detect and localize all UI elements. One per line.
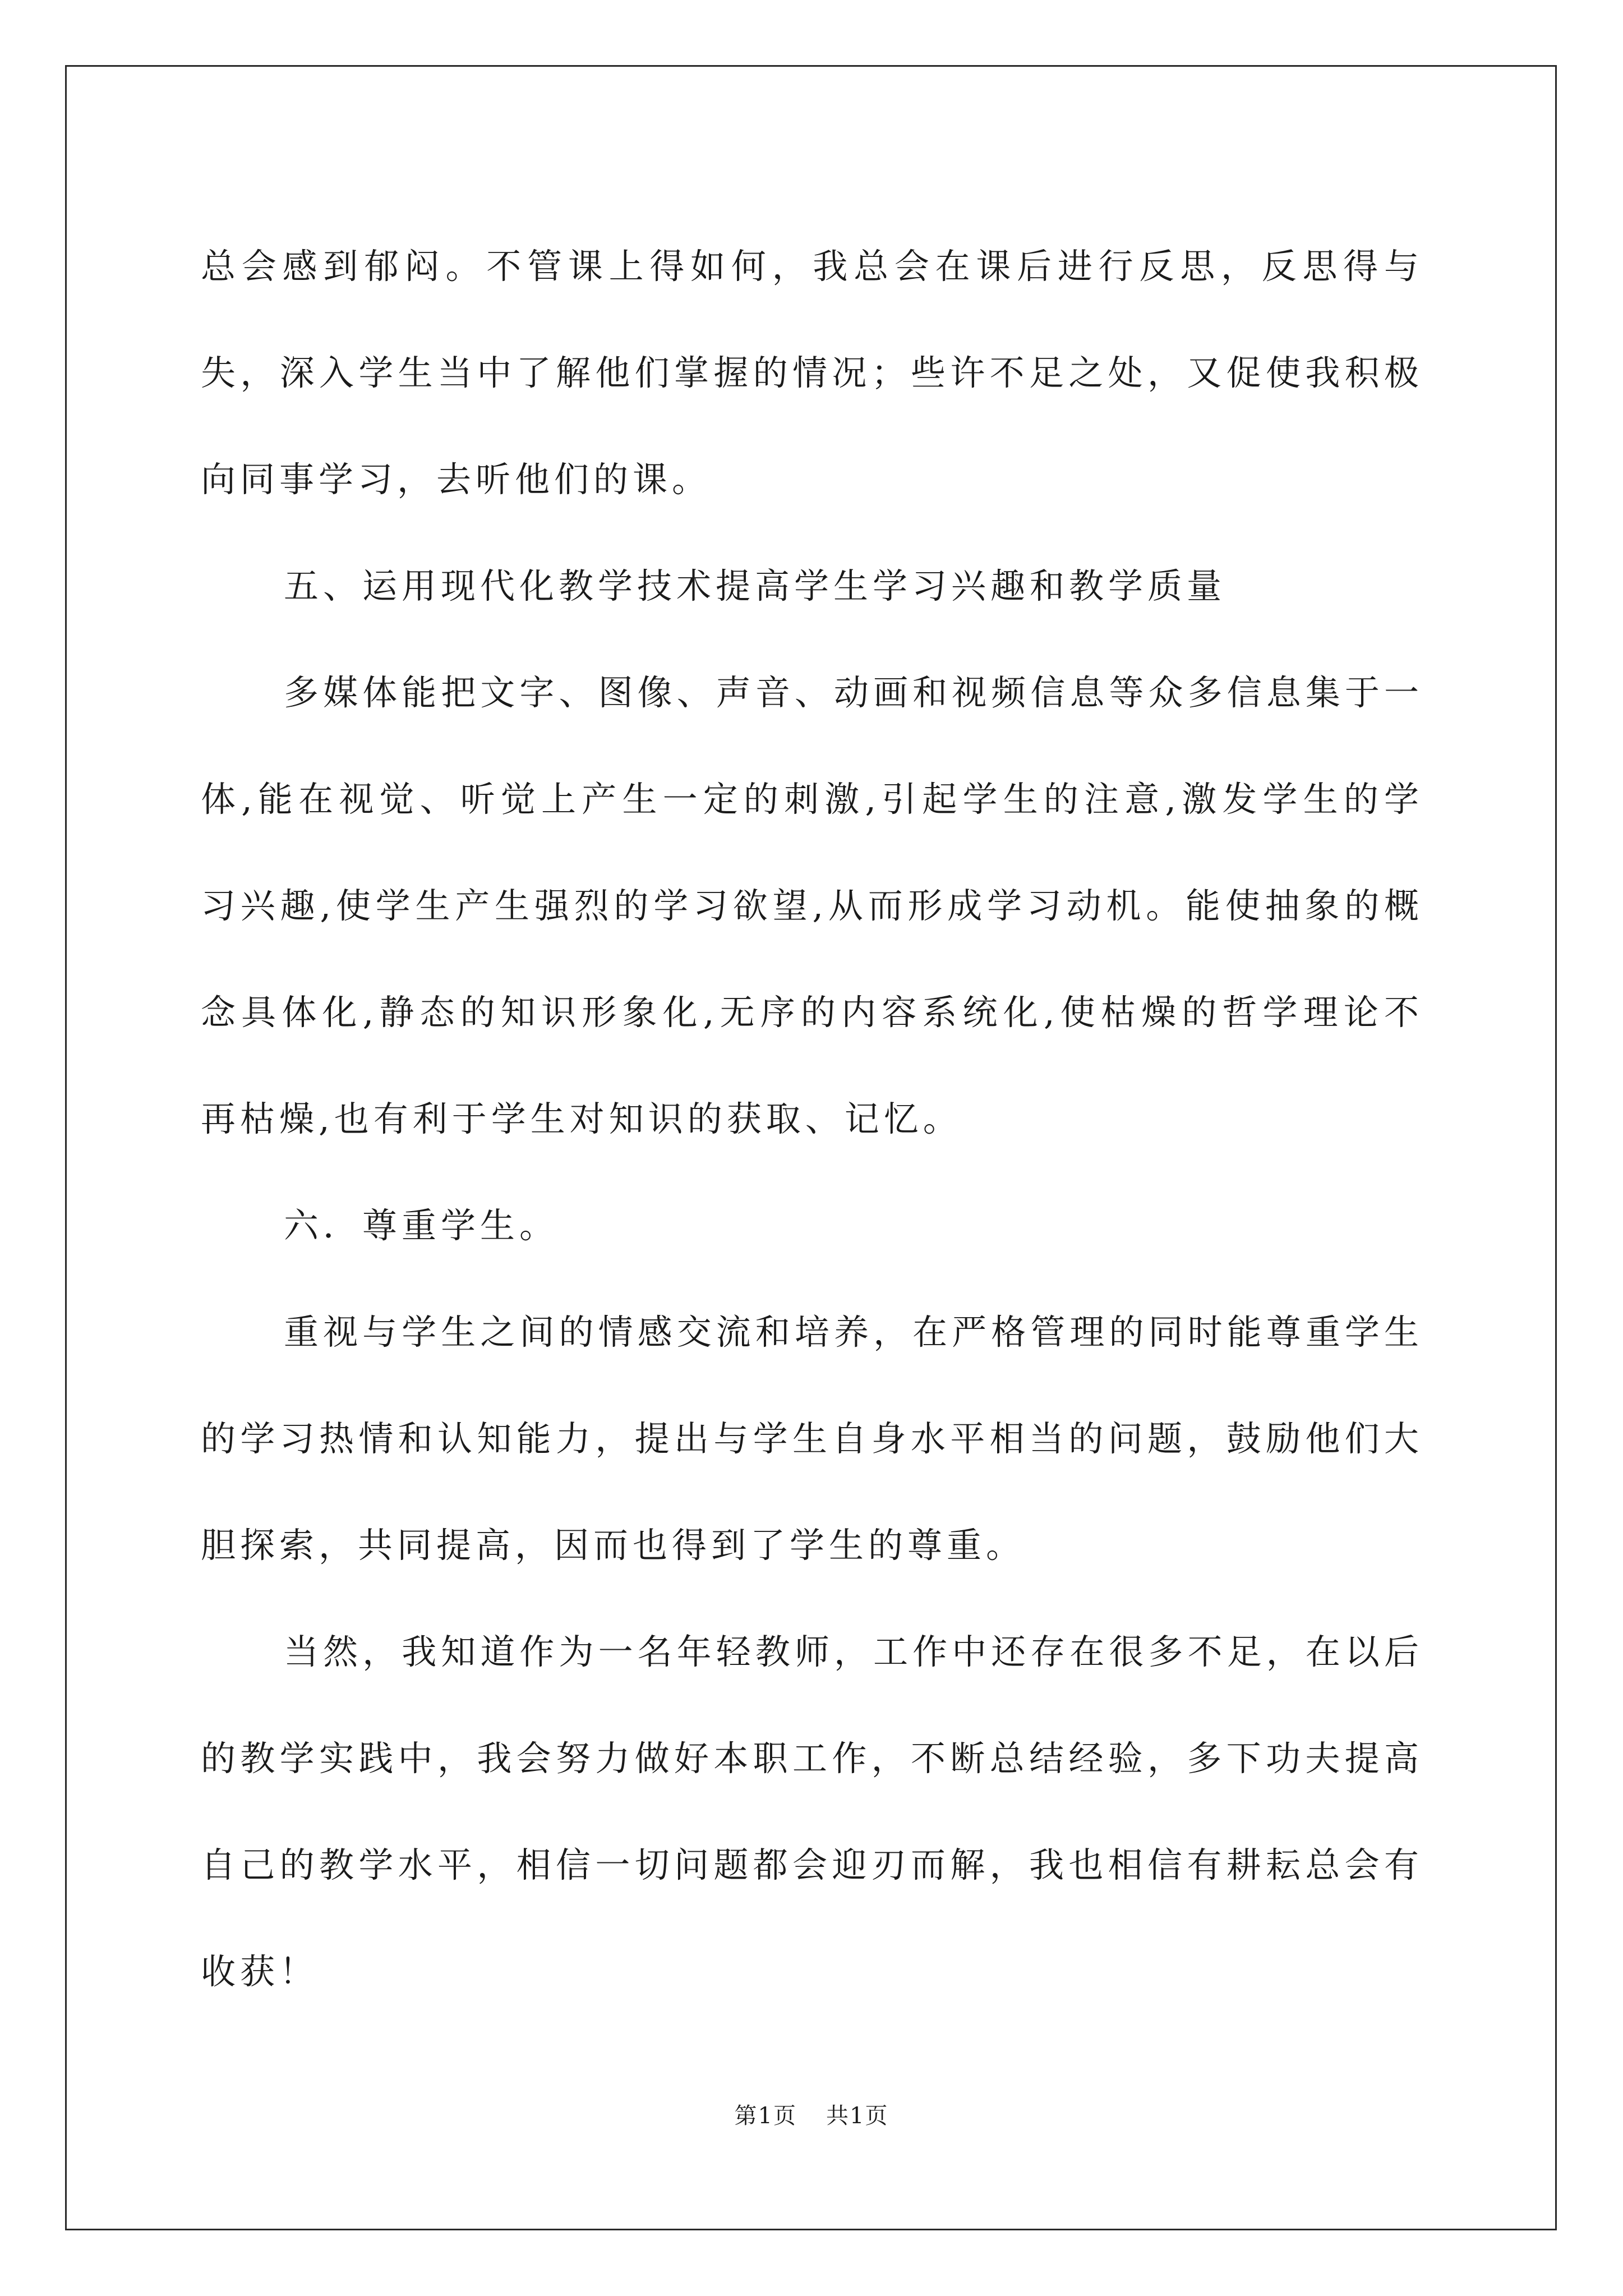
paragraph-multimedia: 多媒体能把文字、图像、声音、动画和视频信息等众多信息集于一体,能在视觉、听觉上产生一定的刺激,引起学生的注意,激发学生的学习兴趣,使学生产生强烈的学习欲望,从而形成学习动机。能使抽象的概念具体化,静态的知识形象化,无序的内容系统化,使枯燥的哲学理论不再枯燥,也有利于学生对知识的获取、记忆。: [201, 672, 1423, 1139]
paragraph-respect-students: 重视与学生之间的情感交流和培养，在严格管理的同时能尊重学生的学习热情和认知能力，提出与学生自身水平相当的问题，鼓励他们大胆探索，共同提高，因而也得到了学生的尊重。: [201, 1312, 1423, 1566]
document-body: [201, 213, 1423, 2025]
section-heading-six: 六．尊重学生。: [284, 1205, 559, 1246]
section-heading-five: 五、运用现代化教学技术提高学生学习兴趣和教学质量: [284, 565, 1227, 606]
page-footer: [0, 2098, 1623, 2130]
page-total: 共1页: [826, 2103, 889, 2129]
paragraph-continuation: 总会感到郁闷。不管课上得如何，我总会在课后进行反思，反思得与失，深入学生当中了解他们掌握的情况；些许不足之处，又促使我积极向同事学习，去听他们的课。: [201, 246, 1423, 500]
paragraph-conclusion: 当然，我知道作为一名年轻教师，工作中还存在很多不足，在以后的教学实践中，我会努力做好本职工作，不断总结经验，多下功夫提高自己的教学水平，相信一切问题都会迎刃而解，我也相信有耕耘总会有收获！: [201, 1631, 1423, 1992]
page-number: 第1页: [734, 2103, 797, 2129]
